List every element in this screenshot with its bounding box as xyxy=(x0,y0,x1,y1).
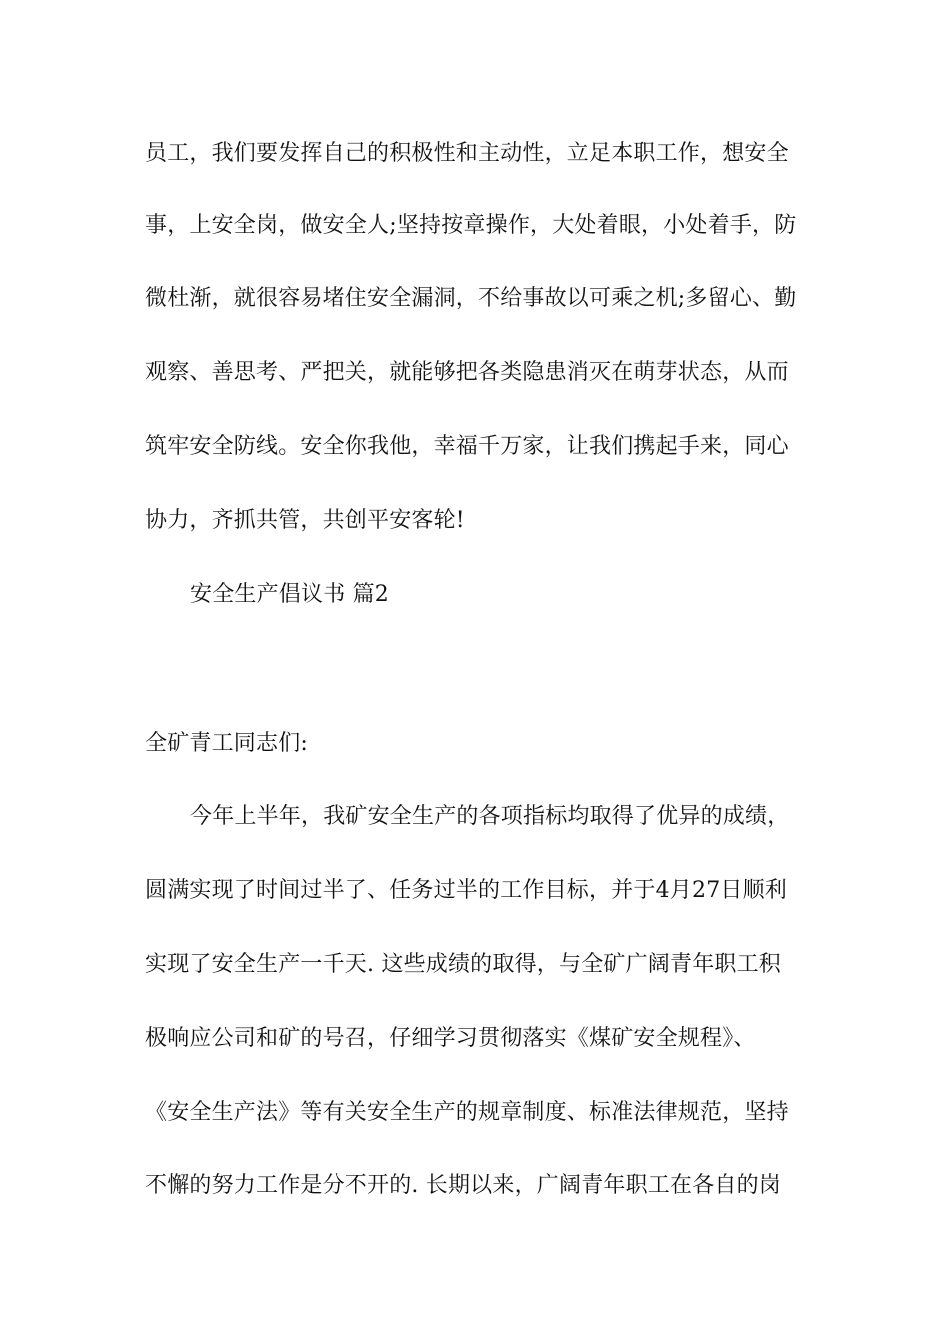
text-line: 极响应公司和矿的号召，仔细学习贯彻落实《煤矿安全规程》、 xyxy=(145,1026,756,1051)
text-line: 不懈的努力工作是分不开的. 长期以来，广阔青年职工在各自的岗 xyxy=(145,1173,781,1198)
text-line: 圆满实现了时间过半了、任务过半的工作目标，并于4月27日顺利 xyxy=(145,878,787,903)
salutation: 全矿青工同志们: xyxy=(145,731,309,756)
text-line: 微杜渐，就很容易堵住安全漏洞，不给事故以可乘之机;多留心、勤 xyxy=(145,286,797,311)
text-line: 今年上半年，我矿安全生产的各项指标均取得了优异的成绩， xyxy=(190,804,790,829)
text-line: 实现了安全生产一千天. 这些成绩的取得，与全矿广阔青年职工积 xyxy=(145,952,781,977)
section-title: 安全生产倡议书 篇2 xyxy=(190,582,389,607)
text-line: 《安全生产法》等有关安全生产的规章制度、标准法律规范，坚持 xyxy=(145,1100,789,1125)
text-line: 筑牢安全防线。安全你我他，幸福千万家，让我们携起手来，同心 xyxy=(145,434,789,459)
text-line: 协力，齐抓共管，共创平安客轮! xyxy=(145,508,465,533)
text-line: 员工，我们要发挥自己的积极性和主动性，立足本职工作，想安全 xyxy=(145,141,789,166)
text-line: 事，上安全岗，做安全人;坚持按章操作，大处着眼，小处着手，防 xyxy=(145,213,797,238)
text-line: 观察、善思考、严把关，就能够把各类隐患消灭在萌芽状态，从而 xyxy=(145,360,789,385)
